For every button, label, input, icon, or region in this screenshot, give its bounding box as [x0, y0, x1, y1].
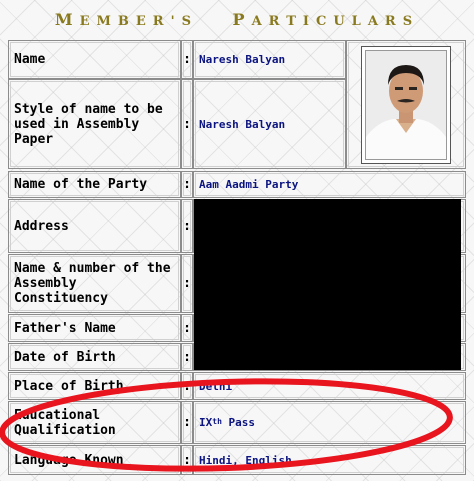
- language-colon: :: [181, 445, 193, 475]
- place-of-birth-label: Place of Birth: [8, 372, 181, 400]
- address-label: Address: [8, 199, 181, 253]
- education-colon: :: [181, 401, 193, 444]
- date-of-birth-label: Date of Birth: [8, 343, 181, 371]
- party-colon: :: [181, 171, 193, 198]
- language-label: Language Known: [8, 445, 181, 475]
- style-of-name-colon: :: [181, 79, 193, 169]
- member-photo-frame: [361, 46, 451, 164]
- style-of-name-label: Style of name to be used in Assembly Paper: [8, 79, 181, 169]
- name-value: Naresh Balyan: [193, 40, 346, 79]
- education-value: IX $^{th}$ Pass: [193, 401, 466, 444]
- style-of-name-value: Naresh Balyan: [193, 79, 346, 169]
- place-of-birth-value: Delhi: [193, 372, 466, 400]
- address-colon: :: [181, 199, 193, 253]
- member-portrait-icon: [365, 50, 447, 160]
- name-label: Name: [8, 40, 181, 79]
- constituency-colon: :: [181, 254, 193, 313]
- page-title: MEMBER'S PARTICULARS: [54, 10, 420, 29]
- father-name-colon: :: [181, 314, 193, 342]
- date-of-birth-colon: :: [181, 343, 193, 371]
- constituency-label: Name & number of the Assembly Constituency: [8, 254, 181, 313]
- place-of-birth-colon: :: [181, 372, 193, 400]
- education-label: Educational Qualification: [8, 401, 181, 444]
- member-photo-cell: [346, 40, 466, 169]
- party-label: Name of the Party: [8, 171, 181, 198]
- name-colon: :: [181, 40, 193, 79]
- redaction-block: [194, 199, 461, 370]
- father-name-label: Father's Name: [8, 314, 181, 342]
- party-value: Aam Aadmi Party: [193, 171, 466, 198]
- language-value: Hindi, English: [193, 445, 466, 475]
